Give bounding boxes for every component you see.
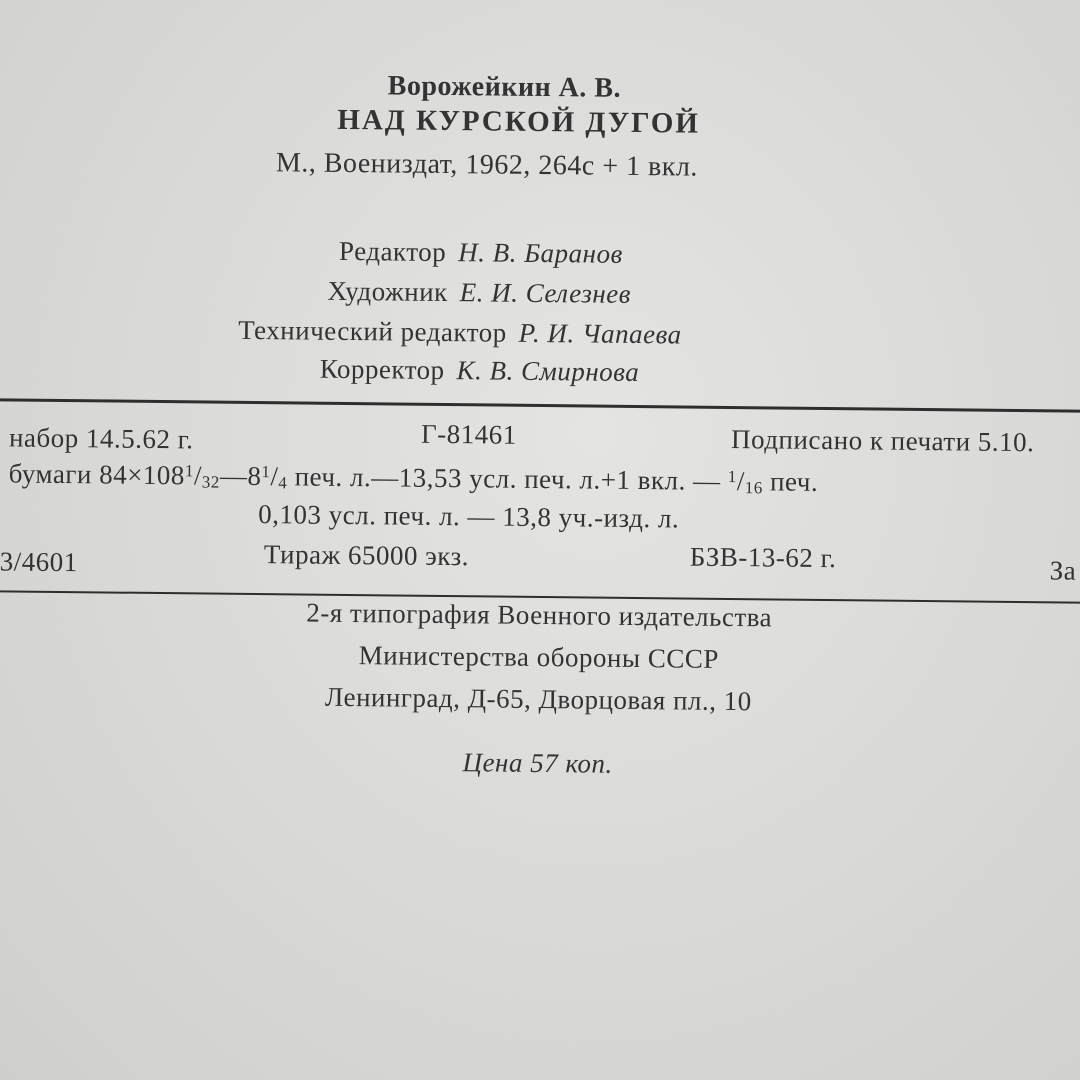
license-code: Г-81461	[420, 418, 517, 450]
signed-for-print: Подписано к печати 5.10.	[730, 423, 1035, 458]
credit-proofreader	[320, 354, 640, 388]
order-number: 3/4601	[0, 546, 78, 578]
credit-name: К. В. Смирнова	[456, 355, 640, 388]
divider-top	[0, 398, 1080, 413]
paper-format-line: бумаги $84\times 108^1/32—8^1/4$ печ. л.—13,53 усл. печ. л.+1 вкл. — $^1$/16 печ.	[8, 458, 819, 498]
order-label-cut: За	[1049, 555, 1077, 586]
sheets-tail: печ.	[762, 466, 819, 497]
fraction-denominator: 16	[744, 478, 763, 498]
sheets-details: печ. л.—13,53 усл. печ. л.+1 вкл. —	[287, 461, 728, 496]
printer-line-2: Министерства обороны СССР	[358, 640, 720, 674]
author-line: Ворожейкин А. В.	[387, 70, 622, 104]
volume-line: 0,103 усл. печ. л. — 13,8 уч.-изд. л.	[258, 499, 680, 534]
credit-role: Редактор	[338, 235, 447, 268]
book-title: НАД КУРСКОЙ ДУГОЙ	[337, 103, 701, 140]
circulation: Тираж 65000 экз.	[263, 539, 470, 572]
credit-role: Художник	[327, 275, 448, 308]
paper-prefix: бумаги 84×108	[8, 458, 186, 491]
printer-line-1: 2-я типография Военного издательства	[306, 597, 773, 633]
fraction-numerator: 1	[261, 462, 271, 482]
credit-name: Е. И. Селезнев	[459, 277, 632, 309]
printer-address: Ленинград, Д-65, Дворцовая пл., 10	[324, 681, 752, 717]
publication-line: М., Воениздат, 1962, 264с + 1 вкл.	[275, 147, 699, 183]
fraction-numerator: 1	[184, 461, 195, 481]
credit-tech-editor	[238, 315, 682, 351]
sheets-count: —8	[219, 460, 262, 492]
typeset-date: набор 14.5.62 г.	[8, 422, 194, 455]
credit-role: Корректор	[319, 353, 445, 385]
price: Цена 57 коп.	[462, 747, 613, 779]
fraction-denominator: 4	[278, 473, 288, 493]
credit-name: Н. В. Баранов	[458, 237, 623, 269]
credit-artist	[327, 276, 631, 310]
credit-name: Р. И. Чапаева	[518, 317, 682, 350]
credit-editor	[339, 236, 623, 270]
credit-role: Технический редактор	[238, 314, 507, 348]
fraction-denominator: 32	[201, 472, 220, 492]
fraction-numerator: 1	[727, 466, 737, 487]
series-code: БЗВ-13-62 г.	[689, 541, 837, 574]
